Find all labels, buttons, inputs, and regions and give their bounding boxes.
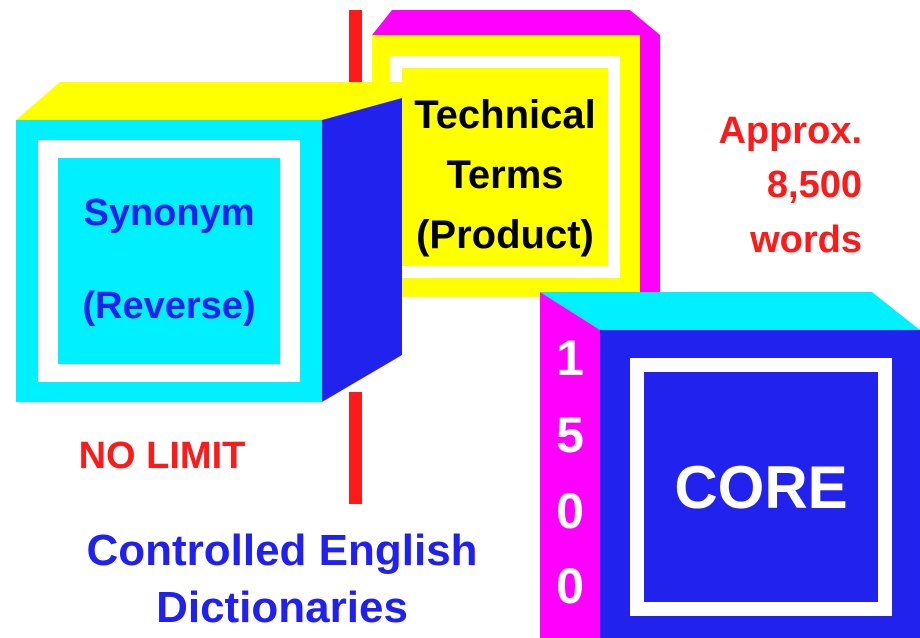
technical-terms-cube	[372, 10, 660, 297]
core-count-digit-3: 0	[556, 483, 584, 539]
technical-line-1: Technical	[414, 93, 596, 137]
technical-cube-side	[640, 35, 660, 292]
word-count-line-2: 8,500	[766, 164, 862, 206]
synonym-cube-side	[322, 98, 402, 402]
word-count-label	[718, 110, 862, 261]
technical-cube-top	[372, 10, 660, 35]
technical-line-2: Terms	[446, 153, 564, 197]
synonym-cube	[16, 82, 402, 402]
core-cube	[540, 292, 920, 638]
core-count-digit-2: 5	[556, 407, 584, 463]
synonym-cube-inner	[58, 158, 280, 364]
divider-line-bottom	[349, 392, 362, 504]
no-limit-label: NO LIMIT	[78, 435, 246, 477]
core-cube-top	[540, 292, 920, 330]
core-count-digit-4: 0	[556, 558, 584, 614]
synonym-line-1: Synonym	[83, 192, 255, 234]
word-count-line-3: words	[750, 219, 862, 261]
word-count-line-1: Approx.	[718, 110, 862, 152]
synonym-line-2: (Reverse)	[82, 285, 256, 327]
diagram-title-line-1: Controlled English	[86, 526, 478, 575]
diagram-title-line-2: Dictionaries	[156, 583, 408, 632]
core-label: CORE	[674, 454, 848, 521]
core-count-digit-1: 1	[556, 330, 584, 386]
technical-line-3: (Product)	[416, 213, 594, 257]
